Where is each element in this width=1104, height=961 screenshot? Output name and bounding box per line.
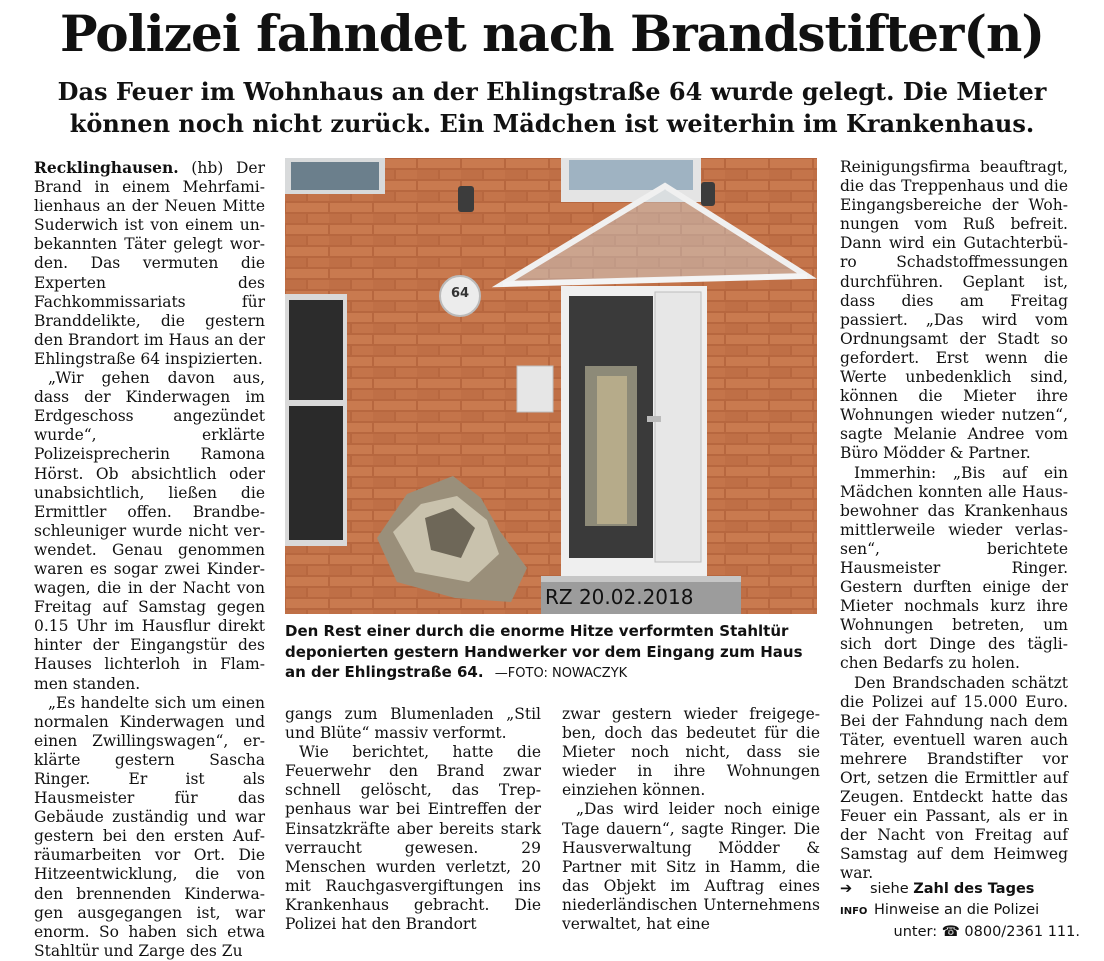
phone-row bbox=[840, 922, 1080, 943]
info-tag: INFO bbox=[840, 905, 868, 917]
dateline: Recklinghausen. bbox=[34, 158, 179, 177]
phone-number: 0800/2361 111. bbox=[964, 924, 1080, 940]
paragraph: zwar gestern wieder freigegeben, doch das bedeutet für die Mieter noch nicht, dass sie wieder in ihre Wohnungen einziehen können. bbox=[562, 705, 820, 800]
photo-credit: —FOTO: NOWACZYK bbox=[494, 666, 628, 681]
article-column-5 bbox=[840, 158, 1068, 884]
see-also-link[interactable]: Zahl des Tages bbox=[913, 881, 1035, 897]
info-row bbox=[840, 900, 1080, 923]
paragraph: gangs zum Blumenladen „Stil und Blüte“ massiv verformt. bbox=[285, 705, 541, 743]
see-prefix: siehe bbox=[870, 881, 909, 897]
paragraph: Wie berichtet, hatte die Feuerwehr den Brand zwar schnell gelöscht, das Treppenhaus war bei Eintreffen der Einsatzkräfte aber bereits stark verraucht gewesen. 29 Menschen wurden verletzt, 20 mit Rauchgasvergiftungen ins Krankenhaus gebracht. Die Polizei hat den Brandort bbox=[285, 743, 541, 934]
paragraph: „Wir gehen davon aus, dass der Kinderwagen im Erdgeschoss angezündet wurde“, erklärte Polizeisprecherin Ramona Hörst. Ob absichtlich oder unabsichtlich, ließen die Ermittler offen. Brandbeschleuniger wurde nicht verwendet. Genau genommen waren es sogar zwei Kinderwagen, die in der Nacht von Freitag auf Samstag gegen 0.15 Uhr im Hausflur direkt hinter der Eingangstür des Hauses lichterloh in Flammen standen. bbox=[34, 369, 265, 693]
see-also-row bbox=[840, 879, 1080, 900]
article-photo bbox=[285, 158, 817, 614]
article-column-3 bbox=[285, 705, 541, 934]
phone-icon: ☎ bbox=[941, 924, 960, 940]
info-text: Hinweise an die Polizei bbox=[874, 901, 1040, 918]
paragraph: „Das wird leider noch einige Tage dauern“, sagte Ringer. Die Hausverwaltung Mödder & Partner mit Sitz in Hamm, die das Objekt im Auftrag eines niederländischen Unternehmens verwaltet, hat eine bbox=[562, 800, 820, 934]
article-column-1 bbox=[34, 158, 265, 961]
article-column-4 bbox=[562, 705, 820, 934]
paragraph: Immerhin: „Bis auf ein Mädchen konnten alle Hausbewohner das Krankenhaus mittlerweile wieder verlassen“, berichtete Hausmeister Ringer. Gestern durften einige der Mieter nochmals kurz ihre Wohnungen betreten, um sich dort Dinge des täglichen Bedarfs zu holen. bbox=[840, 463, 1068, 673]
paragraph: Den Brandschaden schätzt die Polizei auf 15.000 Euro. Bei der Fahndung nach dem Täter, eventuell waren auch mehrere Brandstifter vor Ort, setzen die Ermittler auf Zeugen. Entdeckt hatte das Feuer ein Passant, als er in der Nacht von Freitag auf Samstag auf dem Heimweg war. bbox=[840, 673, 1068, 883]
paragraph: „Es handelte sich um einen normalen Kinderwagen und einen Zwillingswagen“, erklärte gestern Sascha Ringer. Er ist als Hausmeister für das Gebäude zuständig und war gestern bei den ersten Aufräumarbeiten vor Ort. Die Hitzeentwicklung, die von den brennenden Kinderwagen ausgegangen ist, war enorm. So haben sich etwa Stahltür und Zarge des Zu bbox=[34, 693, 265, 960]
paragraph bbox=[34, 158, 265, 369]
paragraph-text: (hb) Der Brand in einem Mehrfamilienhaus an der Neuen Mitte Suderwich ist von einem unbekannten Täter gelegt worden. Das vermuten die Experten des Fachkommissariats für Branddelikte, die gestern den Brandort im Haus an der Ehlingstraße 64 inspizierten. bbox=[34, 159, 265, 368]
photo-caption bbox=[285, 621, 817, 685]
phone-prefix: unter: bbox=[893, 924, 938, 940]
arrow-icon: ➔ bbox=[840, 881, 853, 897]
subheadline: Das Feuer im Wohnhaus an der Ehlingstraße 64 wurde gelegt. Die Mieter können noch nicht zurück. Ein Mädchen ist weiterhin im Krankenhaus. bbox=[57, 77, 1047, 138]
caption-text: Den Rest einer durch die enorme Hitze verformten Stahltür deponierten gestern Handwerker vor dem Eingang zum Haus an der Ehlingstraße 64. bbox=[285, 622, 803, 681]
info-box bbox=[840, 879, 1080, 943]
house-number: 64 bbox=[450, 286, 470, 301]
headline: Polizei fahndet nach Brandstifter(n) bbox=[59, 4, 1045, 63]
date-stamp: RZ 20.02.2018 bbox=[545, 585, 694, 609]
paragraph: Reinigungsfirma beauftragt, die das Treppenhaus und die Eingangsbereiche der Wohnungen vom Ruß befreit. Dann wird ein Gutachterbüro Schadstoffmessungen durchführen. Geplant ist, dass dies am Freitag passiert. „Das wird vom Ordnungsamt der Stadt so gefordert. Erst wenn die Werte unbedenklich sind, können die Mieter ihre Wohnungen wieder nutzen“, sagte Melanie Andree vom Büro Mödder & Partner. bbox=[840, 158, 1068, 463]
